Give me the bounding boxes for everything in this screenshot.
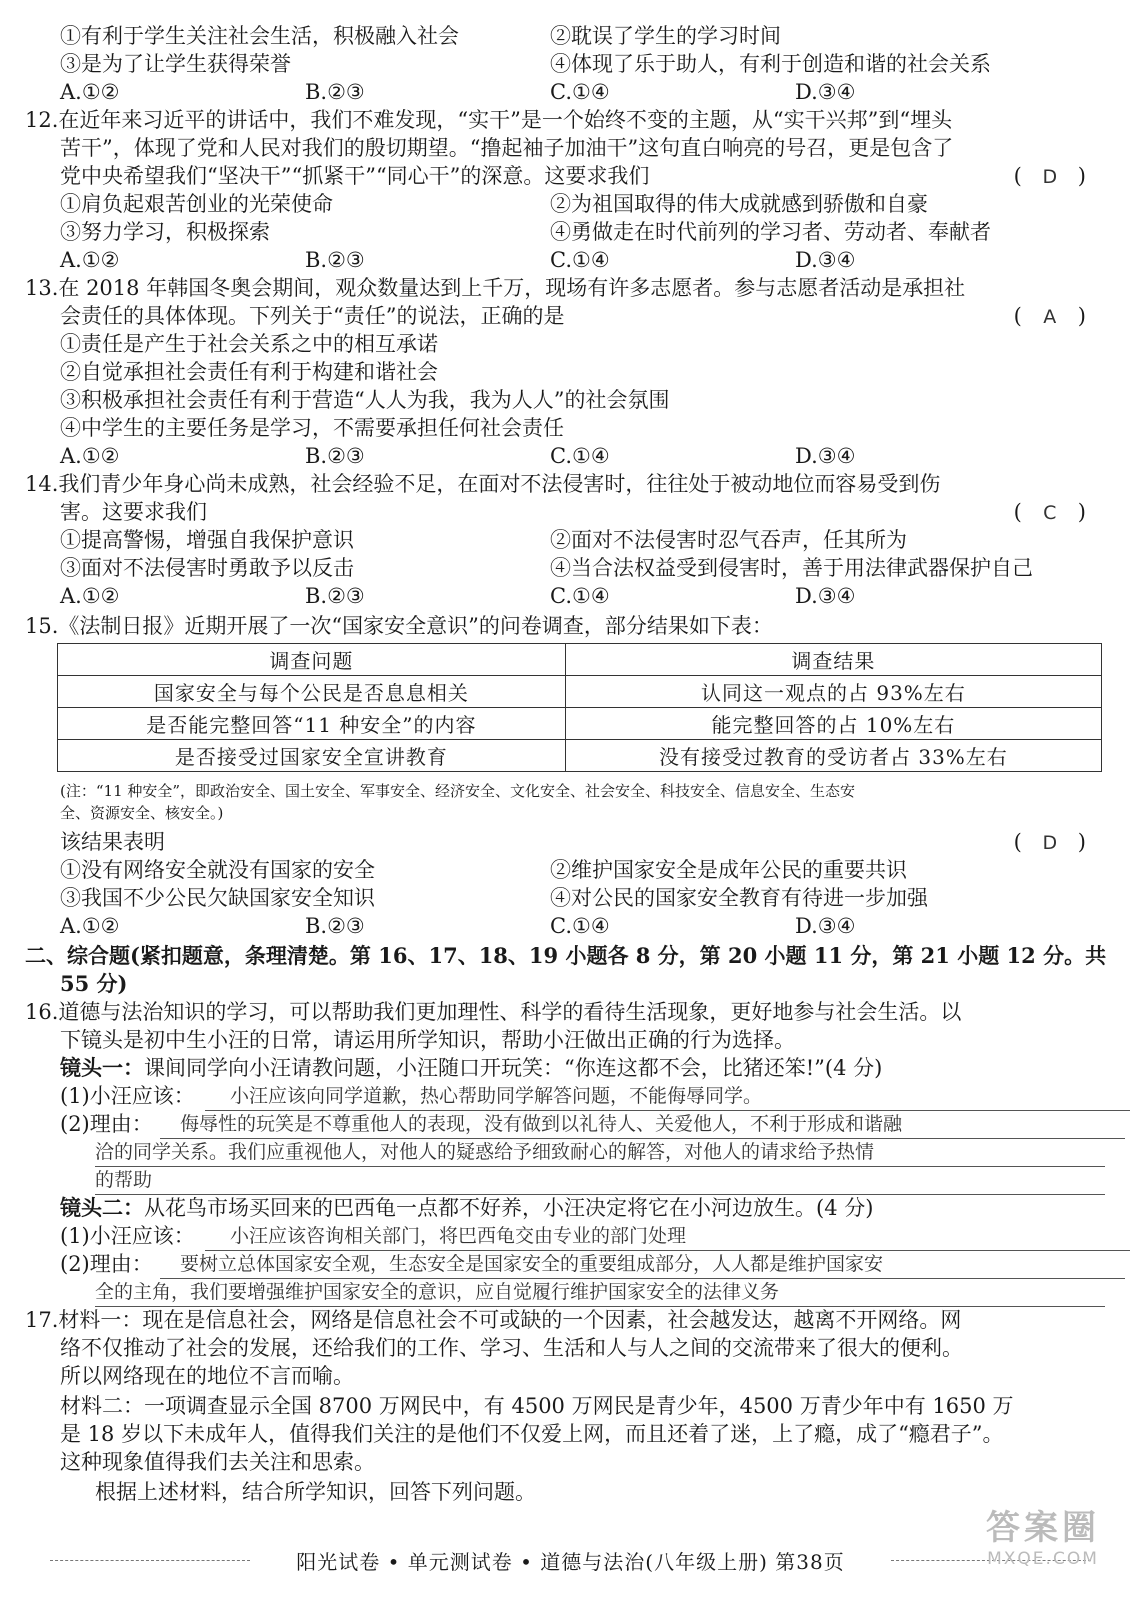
q16-shot1: [60, 1054, 882, 1082]
table-row: [58, 676, 1102, 708]
q12-option-2: ②为祖国取得的伟大成就感到骄傲和自豪: [550, 192, 928, 216]
q13-option-3: ③积极承担社会责任有利于营造“人人为我，我为人人”的社会氛围: [60, 388, 670, 412]
survey-cell: 国家安全与每个公民是否息息相关: [58, 676, 566, 708]
q14-choice-a: A.①②: [60, 584, 120, 608]
q13-option-2: ②自觉承担社会责任有利于构建和谐社会: [60, 360, 438, 384]
q17-material1-line1: 17.材料一：现在是信息社会，网络是信息社会不可或缺的一个因素，社会越发达，越离不开网络。网: [25, 1308, 962, 1332]
q16-shot1-label: 镜头一：: [60, 1055, 144, 1080]
q16-shot1-answer2-line1: 侮辱性的玩笑是不尊重他人的表现，没有做到以礼待人、关爱他人，不利于形成和谐融: [160, 1110, 1125, 1139]
footer-divider-left: [50, 1560, 250, 1561]
q12-choice-c: C.①④: [550, 248, 610, 272]
q12-stem-line1: 12.在近年来习近平的讲话中，我们不难发现，“实干”是一个始终不变的主题，从“实干兴邦”到“埋头: [25, 108, 953, 132]
q14-choice-d: D.③④: [795, 584, 856, 608]
q12-choice-d: D.③④: [795, 248, 856, 272]
q16-shot2-answer2-line1: 要树立总体国家安全观，生态安全是国家安全的重要组成部分，人人都是维护国家安: [160, 1250, 1125, 1279]
q16-shot2-answer1: 小汪应该咨询相关部门，将巴西龟交由专业的部门处理: [205, 1222, 1130, 1251]
q16-shot2-answer2-line2: 全的主角，我们要增强维护国家安全的意识，应自觉履行维护国家安全的法律义务: [95, 1278, 1105, 1307]
q16-shot1-answer2-line3: 的帮助: [95, 1166, 1105, 1195]
q15-choice-b: B.②③: [305, 914, 365, 938]
q13-choice-a: A.①②: [60, 444, 120, 468]
q16-shot1-answer1: 小汪应该向同学道歉，热心帮助同学解答问题，不能侮辱同学。: [205, 1082, 1130, 1111]
q17-question: 根据上述材料，结合所学知识，回答下列问题。: [95, 1480, 536, 1504]
q12-choice-b: B.②③: [305, 248, 365, 272]
q12-answer-value: D: [1042, 166, 1058, 188]
q11-option-1: ①有利于学生关注社会生活，积极融入社会: [60, 24, 459, 48]
q11-choice-a: A.①②: [60, 80, 120, 104]
q15-stem2: 该结果表明: [60, 830, 165, 854]
q13-answer: ( A ): [1014, 302, 1086, 331]
q14-stem-line2: 害。这要求我们: [60, 500, 207, 524]
q12-stem-line2: 苦干”，体现了党和人民对我们的殷切期望。“撸起袖子加油干”这句直白响亮的号召，更是包含了: [60, 136, 954, 160]
q15-option-2: ②维护国家安全是成年公民的重要共识: [550, 858, 907, 882]
q13-choice-d: D.③④: [795, 444, 856, 468]
q14-option-1: ①提高警惕，增强自我保护意识: [60, 528, 354, 552]
q14-option-4: ④当合法权益受到侵害时，善于用法律武器保护自己: [550, 556, 1033, 580]
q14-stem-line1: 14.我们青少年身心尚未成熟，社会经验不足，在面对不法侵害时，往往处于被动地位而容易受到伤: [25, 472, 941, 496]
footer-text: 阳光试卷 • 单元测试卷 • 道德与法治(八年级上册) 第38页: [296, 1550, 845, 1574]
q12-stem-line3: 党中央希望我们“坚决干”“抓紧干”“同心干”的深意。这要求我们: [60, 164, 650, 188]
q14-answer: ( C ): [1014, 498, 1086, 527]
q15-option-4: ④对公民的国家安全教育有待进一步加强: [550, 886, 928, 910]
q15-answer: ( D ): [1014, 828, 1086, 857]
q11-choice-c: C.①④: [550, 80, 610, 104]
q13-choice-c: C.①④: [550, 444, 610, 468]
q15-note-line2: 全、资源安全、核安全。): [60, 804, 224, 822]
q15-option-1: ①没有网络安全就没有国家的安全: [60, 858, 375, 882]
survey-header-result: 调查结果: [565, 644, 1101, 676]
section2-heading-line2: 55 分): [60, 971, 128, 996]
q11-option-3: ③是为了让学生获得荣誉: [60, 52, 291, 76]
q11-option-4: ④体现了乐于助人，有利于创造和谐的社会关系: [550, 52, 991, 76]
q11-choice-d: D.③④: [795, 80, 856, 104]
q16-stem-line2: 下镜头是初中生小汪的日常，请运用所学知识，帮助小汪做出正确的行为选择。: [60, 1028, 795, 1052]
q14-option-3: ③面对不法侵害时勇敢予以反击: [60, 556, 354, 580]
q12-option-4: ④勇做走在时代前列的学习者、劳动者、奉献者: [550, 220, 991, 244]
q14-option-2: ②面对不法侵害时忍气吞声，任其所为: [550, 528, 907, 552]
survey-header-question: 调查问题: [58, 644, 566, 676]
q17-material2-line1: 材料二：一项调查显示全国 8700 万网民中，有 4500 万网民是青少年，4500 万青少年中有 1650 万: [60, 1394, 1014, 1418]
q16-shot2-q2: (2)理由：: [60, 1252, 153, 1276]
q14-choice-c: C.①④: [550, 584, 610, 608]
q13-choice-b: B.②③: [305, 444, 365, 468]
q16-stem-line1: 16.道德与法治知识的学习，可以帮助我们更加理性、科学的看待生活现象，更好地参与社会生活。以: [25, 1000, 962, 1024]
section2-heading-line1: 二、综合题(紧扣题意，条理清楚。第 16、17、18、19 小题各 8 分，第 20 小题 11 分，第 21 小题 12 分。共: [25, 943, 1107, 968]
watermark-text: 答案圈: [986, 1508, 1100, 1548]
survey-table-header: [58, 644, 1102, 676]
q15-stem: 15.《法制日报》近期开展了一次“国家安全意识”的问卷调查，部分结果如下表：: [25, 614, 773, 638]
watermark-url: MXQE.COM: [987, 1549, 1099, 1569]
q17-material1-line3: 所以网络现在的地位不言而喻。: [60, 1364, 354, 1388]
table-row: [58, 740, 1102, 772]
q16-shot2-label: 镜头二：: [60, 1195, 144, 1220]
q14-choice-b: B.②③: [305, 584, 365, 608]
q11-choice-b: B.②③: [305, 80, 365, 104]
q13-stem-line2: 会责任的具体体现。下列关于“责任”的说法，正确的是: [60, 304, 565, 328]
q16-shot2-text: 从花鸟市场买回来的巴西龟一点都不好养，小汪决定将它在小河边放生。(4 分): [144, 1196, 874, 1220]
q13-answer-value: A: [1043, 306, 1057, 328]
q11-option-2: ②耽误了学生的学习时间: [550, 24, 781, 48]
q17-material2-line3: 这种现象值得我们去关注和思索。: [60, 1450, 375, 1474]
q16-shot2: [60, 1194, 873, 1222]
survey-cell: 能完整回答的占 10%左右: [565, 708, 1101, 740]
q15-option-3: ③我国不少公民欠缺国家安全知识: [60, 886, 375, 910]
table-row: [58, 708, 1102, 740]
q12-option-3: ③努力学习，积极探索: [60, 220, 270, 244]
q16-shot1-text: 课间同学向小汪请教问题，小汪随口开玩笑：“你连这都不会，比猪还笨!”(4 分): [144, 1056, 883, 1080]
q17-material1-line2: 络不仅推动了社会的发展，还给我们的工作、学习、生活和人与人之间的交流带来了很大的便利。: [60, 1336, 963, 1360]
watermark-logo: [963, 1500, 1123, 1590]
q14-answer-value: C: [1043, 502, 1057, 524]
q15-choice-c: C.①④: [550, 914, 610, 938]
q15-choice-a: A.①②: [60, 914, 120, 938]
survey-table: [57, 643, 1102, 772]
q17-material2-line2: 是 18 岁以下未成年人，值得我们关注的是他们不仅爱上网，而且还着了迷，上了瘾，成了“瘾君子”。: [60, 1422, 1004, 1446]
survey-cell: 没有接受过教育的受访者占 33%左右: [565, 740, 1101, 772]
q12-option-1: ①肩负起艰苦创业的光荣使命: [60, 192, 333, 216]
q13-stem-line1: 13.在 2018 年韩国冬奥会期间，观众数量达到上千万，现场有许多志愿者。参与志愿者活动是承担社: [25, 276, 966, 300]
q16-shot1-answer2-line2: 洽的同学关系。我们应重视他人，对他人的疑惑给予细致耐心的解答，对他人的请求给予热情: [95, 1138, 1105, 1167]
survey-cell: 是否接受过国家安全宣讲教育: [58, 740, 566, 772]
q12-answer: ( D ): [1014, 162, 1086, 191]
q15-note-line1: (注：“11 种安全”，即政治安全、国土安全、军事安全、经济安全、文化安全、社会安全、科技安全、信息安全、生态安: [60, 782, 856, 800]
q12-choice-a: A.①②: [60, 248, 120, 272]
q15-choice-d: D.③④: [795, 914, 856, 938]
q15-answer-value: D: [1042, 832, 1058, 854]
q13-option-4: ④中学生的主要任务是学习，不需要承担任何社会责任: [60, 416, 564, 440]
q16-shot2-q1: (1)小汪应该：: [60, 1224, 195, 1248]
q13-option-1: ①责任是产生于社会关系之中的相互承诺: [60, 332, 438, 356]
survey-cell: 认同这一观点的占 93%左右: [565, 676, 1101, 708]
q16-shot1-q2: (2)理由：: [60, 1112, 153, 1136]
survey-cell: 是否能完整回答“11 种安全”的内容: [58, 708, 566, 740]
q16-shot1-q1: (1)小汪应该：: [60, 1084, 195, 1108]
